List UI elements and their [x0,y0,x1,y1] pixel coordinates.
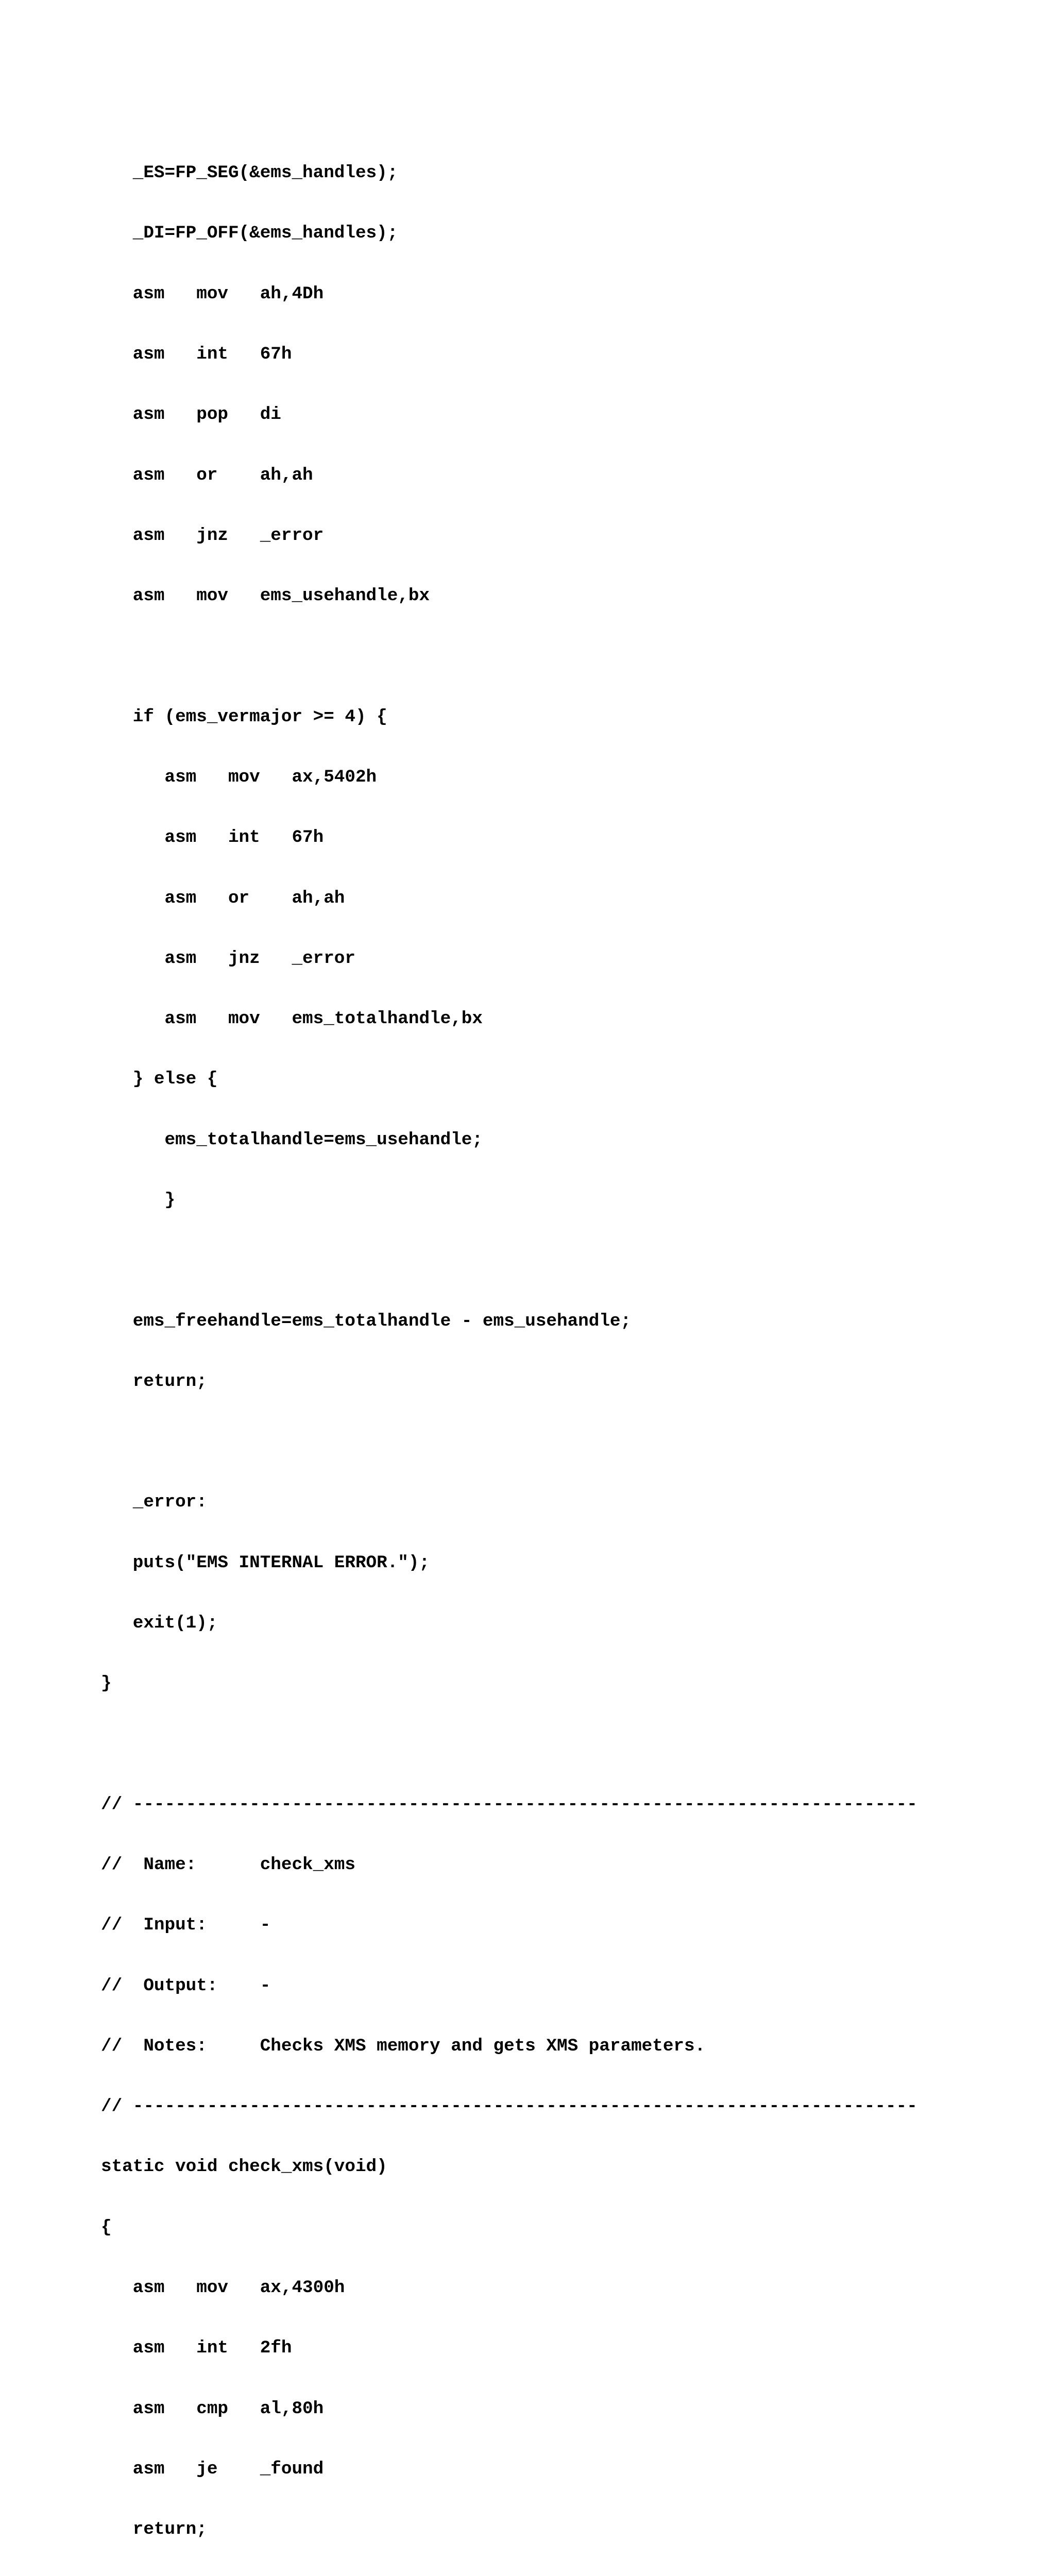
code-line: asm jnz _error [101,948,355,969]
code-line: } [101,1673,112,1694]
code-line: asm int 67h [101,344,292,365]
function-signature-line: static void check_xms(void) [101,2157,387,2177]
code-line: } else { [101,1069,218,1090]
code-line: asm int 67h [101,827,324,848]
code-line: { [101,2217,112,2238]
code-line: if (ems_vermajor >= 4) { [101,706,387,727]
code-line: exit(1); [101,1613,218,1633]
code-line: ems_freehandle=ems_totalhandle - ems_usehandle; [101,1311,632,1331]
code-line: asm cmp al,80h [101,2398,324,2419]
comment-output-line: // Output: - [101,1975,271,1996]
code-line: asm mov ax,5402h [101,767,377,787]
blank-line [101,1250,917,1270]
blank-line [101,646,917,666]
blank-line [101,1432,917,1452]
code-line: asm mov ah,4Dh [101,283,324,304]
comment-divider-line: // -------------------------------------------------------------------------- [101,1794,917,1815]
comment-divider-line: // -------------------------------------------------------------------------- [101,2096,917,2117]
blank-line [101,1734,917,1754]
code-line: return; [101,2519,207,2540]
code-line: asm je _found [101,2459,324,2479]
code-line: _DI=FP_OFF(&ems_handles); [101,223,398,244]
code-line: asm mov ems_totalhandle,bx [101,1009,483,1029]
code-line: asm mov ems_usehandle,bx [101,586,430,606]
code-line: asm jnz _error [101,525,324,546]
code-line: asm int 2fh [101,2338,292,2359]
code-line: _ES=FP_SEG(&ems_handles); [101,163,398,183]
code-line: } [101,1190,176,1210]
code-line: ems_totalhandle=ems_usehandle; [101,1129,483,1150]
comment-notes-line: // Notes: Checks XMS memory and gets XMS parameters. [101,2036,706,2056]
code-line: asm or ah,ah [101,888,345,908]
code-line: asm mov ax,4300h [101,2278,345,2298]
code-line: _error: [101,1492,207,1513]
comment-input-line: // Input: - [101,1915,271,1936]
code-line: asm pop di [101,404,281,425]
source-code-listing [101,123,917,2576]
code-line: return; [101,1371,207,1392]
code-line: puts("EMS INTERNAL ERROR."); [101,1552,430,1573]
code-line: asm or ah,ah [101,465,313,485]
comment-name-line: // Name: check_xms [101,1855,355,1875]
